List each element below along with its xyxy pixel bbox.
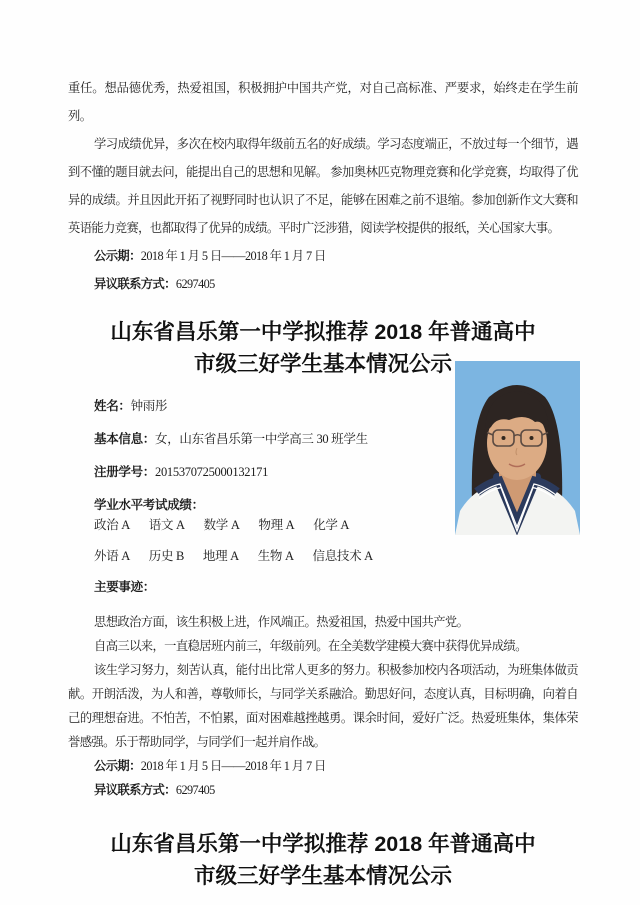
exam-score bbox=[94, 518, 130, 532]
notice-period-line-2 bbox=[68, 754, 578, 778]
objection-contact-value-2: 6297405 bbox=[175, 783, 215, 797]
student-name-label: 姓名： bbox=[94, 399, 131, 413]
deeds-paragraph-political: 思想政治方面，该生积极上进，作风端正。热爱祖国，热爱中国共产党。 bbox=[94, 615, 469, 629]
exam-subject: 外语 bbox=[94, 549, 119, 563]
objection-contact-label: 异议联系方式： bbox=[94, 277, 176, 291]
student-photo bbox=[455, 361, 580, 535]
exam-subject: 数学 bbox=[203, 518, 228, 532]
exam-subject: 信息技术 bbox=[312, 549, 362, 563]
exam-grade: A bbox=[121, 549, 130, 563]
deeds-paragraph-grades: 自高三以来，一直稳居班内前三，年级前列。在全美数学建模大赛中获得优异成绩。 bbox=[94, 639, 527, 653]
exam-score bbox=[204, 518, 240, 532]
next-page-title bbox=[68, 828, 578, 892]
exam-subject: 语文 bbox=[148, 518, 174, 532]
student-reg-value: 2015370725000132171 bbox=[155, 465, 269, 479]
student-basic-label: 基本信息： bbox=[94, 432, 156, 446]
exam-scores-label: 学业水平考试成绩： bbox=[94, 498, 204, 512]
exam-subject: 生物 bbox=[257, 549, 283, 563]
deeds-paragraph-character: 该生学习努力，刻苦认真，能付出比常人更多的努力。积极参加校内各项活动，为班集体做贡献。开朗活泼，为人和善，尊敬师长，与同学关系融洽。勤思好问，态度认真，目标明确，向着自己的理想奋进。不怕苦，不怕累，面对困难越挫越勇。课余时间，爱好广泛。热爱班集体，集体荣誉感强。乐于帮助同学，与同学们一起并肩作战。 bbox=[68, 663, 578, 749]
exam-subject: 化学 bbox=[313, 518, 338, 532]
exam-grade: A bbox=[285, 518, 295, 532]
next-page-title-line2: 市级三好学生基本情况公示 bbox=[193, 864, 452, 888]
exam-scores-row2 bbox=[94, 546, 578, 566]
next-page-title-line1: 山东省昌乐第一中学拟推荐 2018 年普通高中 bbox=[110, 832, 536, 856]
page-title-line2: 市级三好学生基本情况公示 bbox=[193, 352, 452, 376]
exam-grade: A bbox=[364, 549, 373, 563]
deeds-header bbox=[94, 577, 578, 597]
notice-period-value-2: 2018 年 1 月 5 日——2018 年 1 月 7 日 bbox=[140, 759, 326, 773]
exam-subject: 政治 bbox=[94, 518, 119, 532]
exam-score bbox=[313, 549, 373, 563]
exam-grade: A bbox=[230, 549, 239, 563]
exam-score bbox=[149, 518, 185, 532]
exam-grade: A bbox=[230, 518, 240, 532]
student-name-value: 钟雨彤 bbox=[130, 399, 168, 413]
notice-period-label: 公示期： bbox=[94, 249, 141, 263]
exam-subject: 地理 bbox=[202, 549, 228, 563]
notice-period-line bbox=[68, 242, 578, 270]
objection-contact-line-2 bbox=[68, 778, 578, 802]
objection-contact-label-2: 异议联系方式： bbox=[94, 783, 176, 797]
exam-subject: 历史 bbox=[148, 549, 174, 563]
objection-contact-line bbox=[68, 270, 578, 298]
exam-grade: B bbox=[176, 549, 185, 563]
exam-score bbox=[258, 549, 294, 563]
paragraph-academic-achievements: 学习成绩优异，多次在校内取得年级前五名的好成绩。学习态度端正，不放过每一个细节，遇到不懂的题目就去问，能提出自己的思想和见解。 参加奥林匹克物理竞赛和化学竞赛，均取得了优异的成绩。并且因此开拓了视野同时也认识了不足，能够在困难之前不退缩。参加创新作文大赛和英语能力竞赛，也都取得了优异的成绩。平时广泛涉猎，阅读学校提供的报纸，关心国家大事。 bbox=[68, 137, 578, 235]
student-reg-label: 注册学号： bbox=[94, 465, 156, 479]
deeds-label: 主要事迹： bbox=[94, 580, 156, 594]
deeds-section bbox=[68, 610, 578, 802]
objection-contact-value: 6297405 bbox=[175, 277, 215, 291]
student-basic-value: 女，山东省昌乐第一中学高三 30 班学生 bbox=[155, 432, 368, 446]
exam-subject: 物理 bbox=[258, 518, 283, 532]
exam-score bbox=[203, 549, 239, 563]
exam-score bbox=[313, 518, 349, 532]
paragraph-moral-conduct: 重任。想品德优秀，热爱祖国，积极拥护中国共产党，对自己高标准、严要求，始终走在学生前列。 bbox=[68, 81, 578, 123]
notice-period-label-2: 公示期： bbox=[94, 759, 141, 773]
exam-score bbox=[258, 518, 294, 532]
exam-grade: A bbox=[340, 518, 350, 532]
previous-record-section bbox=[68, 74, 578, 298]
exam-score bbox=[94, 549, 130, 563]
page-title-line1: 山东省昌乐第一中学拟推荐 2018 年普通高中 bbox=[110, 320, 536, 344]
exam-grade: A bbox=[176, 518, 185, 532]
exam-grade: A bbox=[284, 549, 294, 563]
exam-score bbox=[149, 549, 184, 563]
exam-grade: A bbox=[121, 518, 130, 532]
notice-period-value: 2018 年 1 月 5 日——2018 年 1 月 7 日 bbox=[140, 249, 326, 263]
